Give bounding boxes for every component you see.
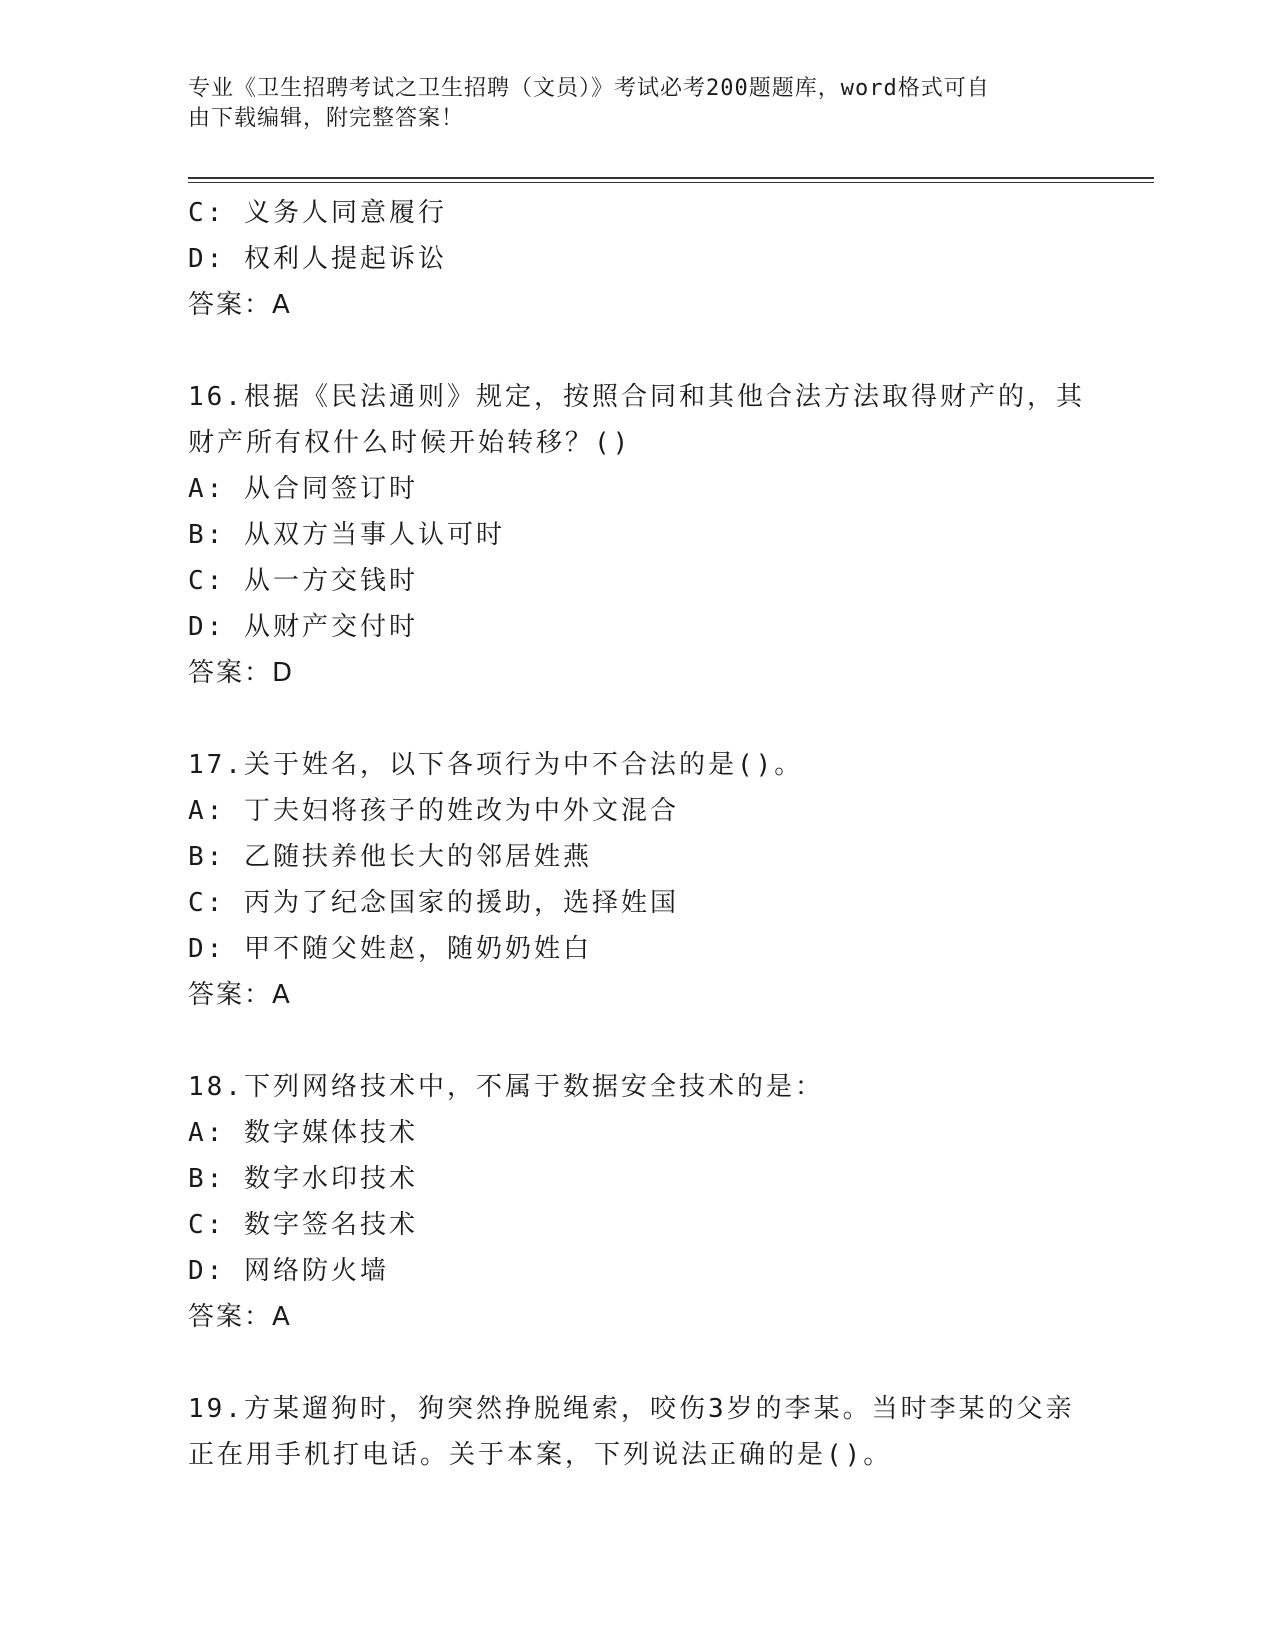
question-17 (188, 742, 1088, 1018)
answer: 答案：D (188, 658, 295, 688)
question-15-continued (188, 190, 1088, 328)
question-list (188, 190, 1088, 1478)
header-line-1: 专业《卫生招聘考试之卫生招聘（文员）》考试必考200题题库，word格式可自 (188, 76, 990, 101)
option-a: A: 丁夫妇将孩子的姓改为中外文混合 (188, 796, 679, 826)
question-18 (188, 1064, 1088, 1340)
header-line-2: 由下载编辑，附完整答案！ (188, 106, 465, 131)
question-text: 18.下列网络技术中，不属于数据安全技术的是： (188, 1072, 824, 1102)
question-text-continued: 财产所有权什么时候开始转移？() (188, 428, 632, 458)
option-d: D: 权利人提起诉讼 (188, 244, 447, 274)
option-d: D: 甲不随父姓赵，随奶奶姓白 (188, 934, 592, 964)
option-c: C: 丙为了纪念国家的援助，选择姓国 (188, 888, 679, 918)
question-text: 17.关于姓名，以下各项行为中不合法的是()。 (188, 750, 804, 780)
option-d: D: 网络防火墙 (188, 1256, 389, 1286)
document-header (188, 74, 1088, 134)
question-19 (188, 1386, 1088, 1478)
option-b: B: 从双方当事人认可时 (188, 520, 505, 550)
spacer (188, 328, 1088, 374)
spacer (188, 1340, 1088, 1386)
option-c: C: 数字签名技术 (188, 1210, 418, 1240)
question-text: 16.根据《民法通则》规定，按照合同和其他合法方法取得财产的，其 (188, 382, 1085, 412)
answer: 答案：A (188, 1302, 292, 1332)
option-b: B: 乙随扶养他长大的邻居姓燕 (188, 842, 592, 872)
question-text: 19.方某遛狗时，狗突然挣脱绳索，咬伤3岁的李某。当时李某的父亲 (188, 1394, 1075, 1424)
answer: 答案：A (188, 980, 292, 1010)
header-divider-thick (188, 177, 1154, 179)
question-text-continued: 正在用手机打电话。关于本案，下列说法正确的是()。 (188, 1440, 893, 1470)
option-d: D: 从财产交付时 (188, 612, 418, 642)
option-a: A: 数字媒体技术 (188, 1118, 418, 1148)
option-b: B: 数字水印技术 (188, 1164, 418, 1194)
header-divider-thin (188, 182, 1154, 183)
answer: 答案：A (188, 290, 292, 320)
option-c: C: 从一方交钱时 (188, 566, 418, 596)
option-a: A: 从合同签订时 (188, 474, 418, 504)
spacer (188, 696, 1088, 742)
spacer (188, 1018, 1088, 1064)
option-c: C: 义务人同意履行 (188, 198, 447, 228)
question-16 (188, 374, 1088, 696)
